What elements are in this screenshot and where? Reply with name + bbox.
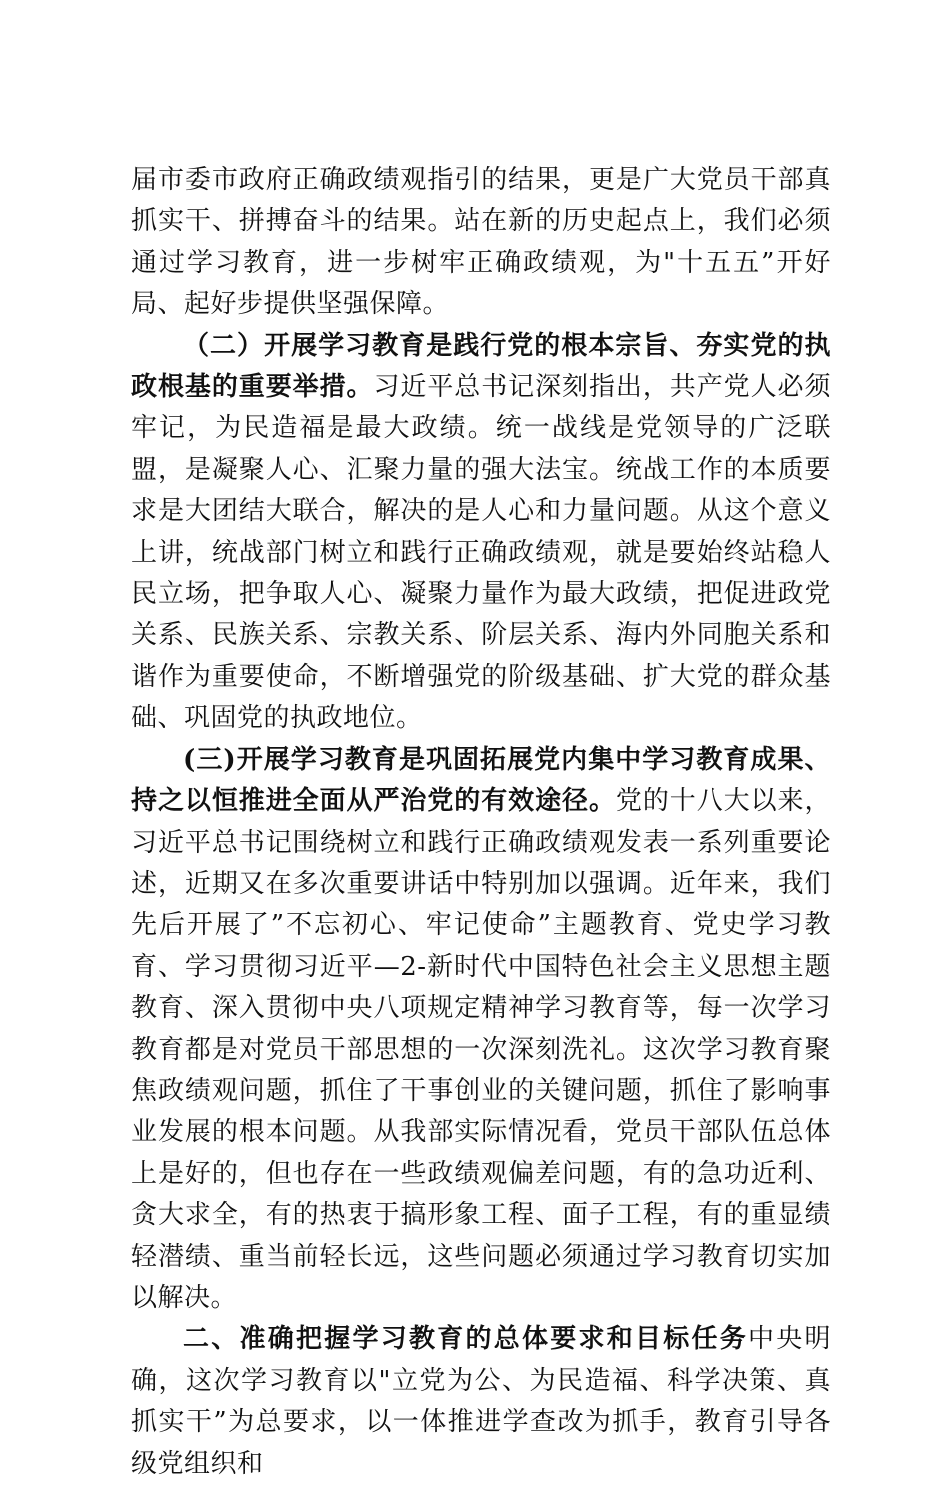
paragraph-1-text: 届市委市政府正确政绩观指引的结果，更是广大党员干部真抓实干、拼搏奋斗的结果。站在新的历史起点上，我们必须通过学习教育，进一步树牢正确政绩观，为"十五五”开好局、起好步提供坚强保障。 bbox=[131, 165, 831, 320]
paragraph-section-two bbox=[131, 1319, 831, 1485]
paragraph-4-text: 中央明确，这次学习教育以"立党为公、为民造福、科学决策、真抓实干”为总要求，以一体推进学查改为抓手，教育引导各级党组织和 bbox=[131, 1324, 831, 1479]
paragraph-3-heading: (三)开展学习教育是巩固拓展党内集中学习教育成果、持之以恒推进全面从严治党的有效途径。 bbox=[131, 744, 831, 817]
document-page bbox=[131, 160, 831, 1485]
paragraph-continuation bbox=[131, 160, 831, 326]
paragraph-2-heading: （二）开展学习教育是践行党的根本宗旨、夯实党的执政根基的重要举措。 bbox=[131, 330, 831, 403]
paragraph-4-heading: 二、准确把握学习教育的总体要求和目标任务 bbox=[183, 1324, 748, 1355]
paragraph-2-text: 习近平总书记深刻指出，共产党人必须牢记，为民造福是最大政绩。统一战线是党领导的广泛联盟，是凝聚人心、汇聚力量的强大法宝。统战工作的本质要求是大团结大联合，解决的是人心和力量问题。从这个意义上讲，统战部门树立和践行正确政绩观，就是要始终站稳人民立场，把争取人心、凝聚力量作为最大政绩，把促进政党关系、民族关系、宗教关系、阶层关系、海内外同胞关系和谐作为重要使命，不断增强党的阶级基础、扩大党的群众基础、巩固党的执政地位。 bbox=[131, 372, 831, 734]
paragraph-3-text: 党的十八大以来，习近平总书记围绕树立和践行正确政绩观发表一系列重要论述，近期又在多次重要讲话中特别加以强调。近年来，我们先后开展了”不忘初心、牢记使命”主题教育、党史学习教育、学习贯彻习近平—2-新时代中国特色社会主义思想主题教育、深入贯彻中央八项规定精神学习教育等，每一次学习教育都是对党员干部思想的一次深刻洗礼。这次学习教育聚焦政绩观问题，抓住了干事创业的关键问题，抓住了影响事业发展的根本问题。从我部实际情况看，党员干部队伍总体上是好的，但也存在一些政绩观偏差问题，有的急功近利、贪大求全，有的热衷于搞形象工程、面子工程，有的重显绩轻潜绩、重当前轻长远，这些问题必须通过学习教育切实加以解决。 bbox=[131, 786, 831, 1313]
paragraph-section-3 bbox=[131, 740, 831, 1320]
paragraph-section-2 bbox=[131, 326, 831, 740]
